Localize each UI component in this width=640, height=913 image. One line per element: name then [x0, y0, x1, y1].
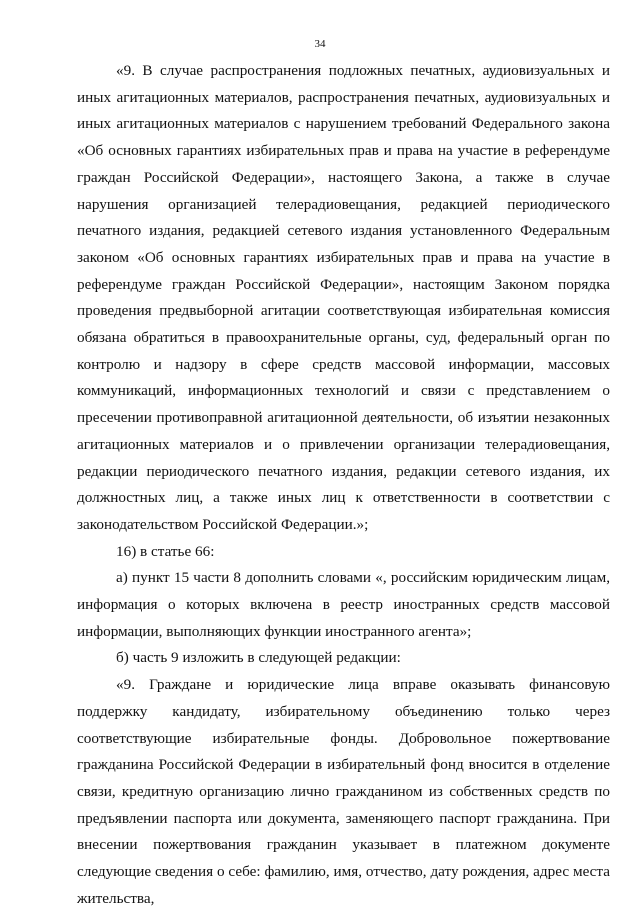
document-body [77, 58, 610, 913]
paragraph-subitem-a: а) пункт 15 части 8 дополнить словами «, российским юридическим лицам, информация о которых включена в реестр иностранных средств массовой информации, выполняющих функции иностранного агента»; [77, 569, 610, 640]
paragraph-subitem-b: б) часть 9 изложить в следующей редакции: [116, 649, 401, 667]
page-number: 34 [314, 38, 326, 50]
paragraph-article-9-financial-support: «9. Граждане и юридические лица вправе оказывать финансовую поддержку кандидату, избирательному объединению только через соответствующие избирательные фонды. Добровольное пожертвование гражданина Российской Федерации в избирательный фонд вносится в отделение связи, кредитную организацию лично гражданином из собственных средств по предъявлении паспорта или документа, заменяющего паспорт гражданина. При внесении пожертвования гражданин указывает в платежном документе следующие сведения о себе: фамилию, имя, отчество, дату рождения, адрес места жительства, [77, 676, 610, 907]
paragraph-item-16: 16) в статье 66: [116, 542, 215, 560]
paragraph-article-9-violations: «9. В случае распространения подложных печатных, аудиовизуальных и иных агитационных материалов, распространения печатных, аудиовизуальных и иных агитационных материалов с нарушением требований Федерального закона «Об основных гарантиях избирательных прав и права на участие в референдуме граждан Российской Федерации», настоящего Закона, а также в случае нарушения организацией телерадиовещания, редакцией периодического печатного издания, редакцией сетевого издания установленного Федеральным законом «Об основных гарантиях избирательных прав и права на участие в референдуме граждан Российской Федерации», настоящим Законом порядка проведения предвыборной агитации соответствующая избирательная комиссия обязана обратиться в правоохранительные органы, суд, федеральный орган по контролю и надзору в сфере средств массовой информации, массовых коммуникаций, информационных технологий и связи с представлением о пресечении противоправной агитационной деятельности, об изъятии незаконных агитационных материалов и о привлечении организации телерадиовещания, редакции периодического печатного издания, редакции сетевого издания, их должностных лиц, а также иных лиц к ответственности в соответствии с законодательством Российской Федерации.»; [77, 62, 610, 533]
